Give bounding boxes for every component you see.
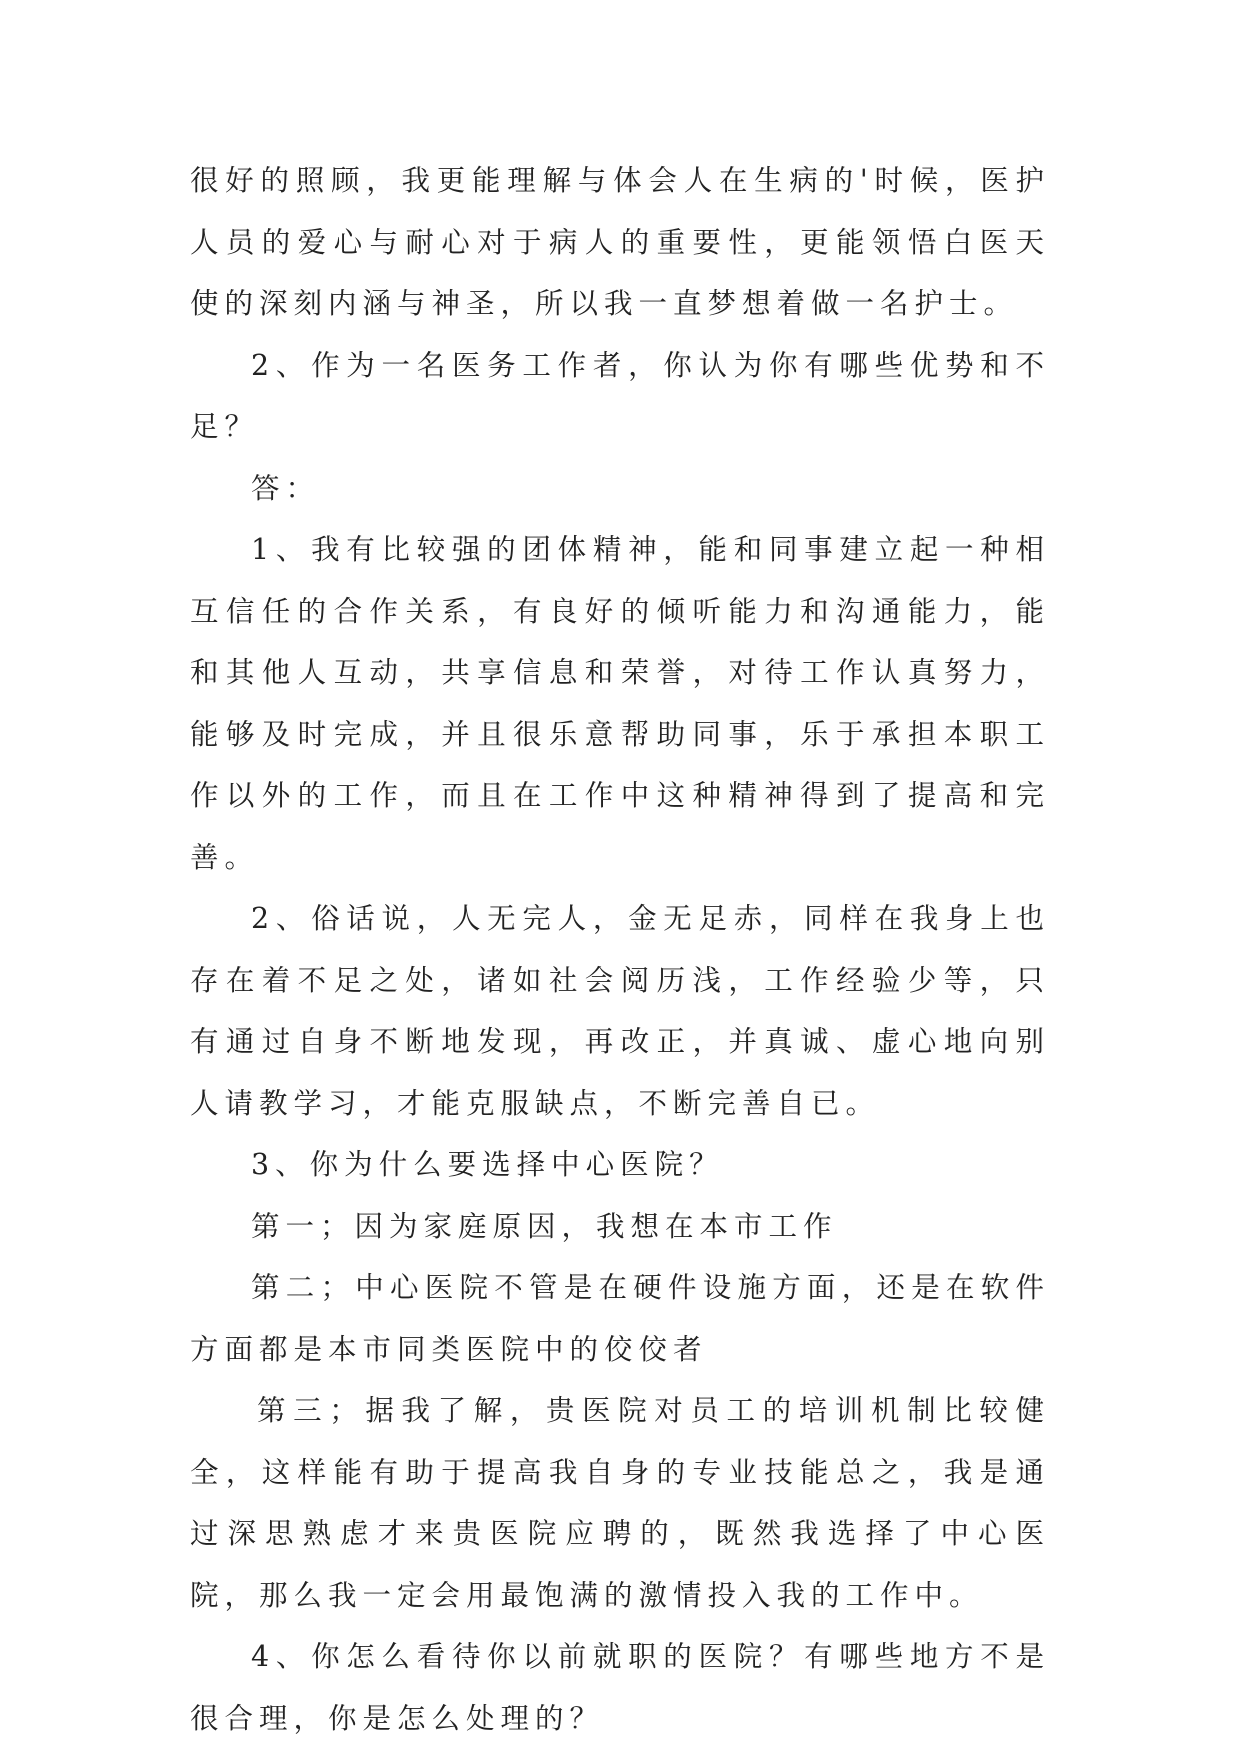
question-2-heading: 2、作为一名医务工作者，你认为你有哪些优势和不足？ <box>190 348 1050 443</box>
reason-third: 第三；据我了解，贵医院对员工的培训机制比较健全，这样能有助于提高我自身的专业技能总之，我是通过深思熟虑才来贵医院应聘的，既然我选择了中心医院，那么我一定会用最饱满的激情投入我的工作中。 <box>190 1394 1050 1612</box>
paragraph-continuation: 很好的照顾，我更能理解与体会人在生病的'时候，医护人员的爱心与耐心对于病人的重要性，更能领悟白医天使的深刻内涵与神圣，所以我一直梦想着做一名护士。 <box>190 164 1050 320</box>
question-3-heading: 3、你为什么要选择中心医院？ <box>251 1148 724 1181</box>
answer-point-2: 2、俗话说，人无完人，金无足赤，同样在我身上也存在着不足之处，诸如社会阅历浅，工作经验少等，只有通过自身不断地发现，再改正，并真诚、虚心地向别人请教学习，才能克服缺点，不断完善自已。 <box>190 902 1050 1120</box>
reason-second: 第二；中心医院不管是在硬件设施方面，还是在软件方面都是本市同类医院中的佼佼者 <box>190 1271 1050 1366</box>
question-4-heading: 4、你怎么看待你以前就职的医院？有哪些地方不是很合理，你是怎么处理的？ <box>190 1640 1050 1735</box>
answer-label: 答： <box>251 471 321 505</box>
reason-first: 第一；因为家庭原因，我想在本市工作 <box>251 1209 838 1243</box>
document-body <box>190 150 1050 1749</box>
answer-point-1: 1、我有比较强的团体精神，能和同事建立起一种相互信任的合作关系，有良好的倾听能力和沟通能力，能和其他人互动，共享信息和荣誉，对待工作认真努力，能够及时完成，并且很乐意帮助同事，乐于承担本职工作以外的工作，而且在工作中这种精神得到了提高和完善。 <box>190 533 1050 874</box>
